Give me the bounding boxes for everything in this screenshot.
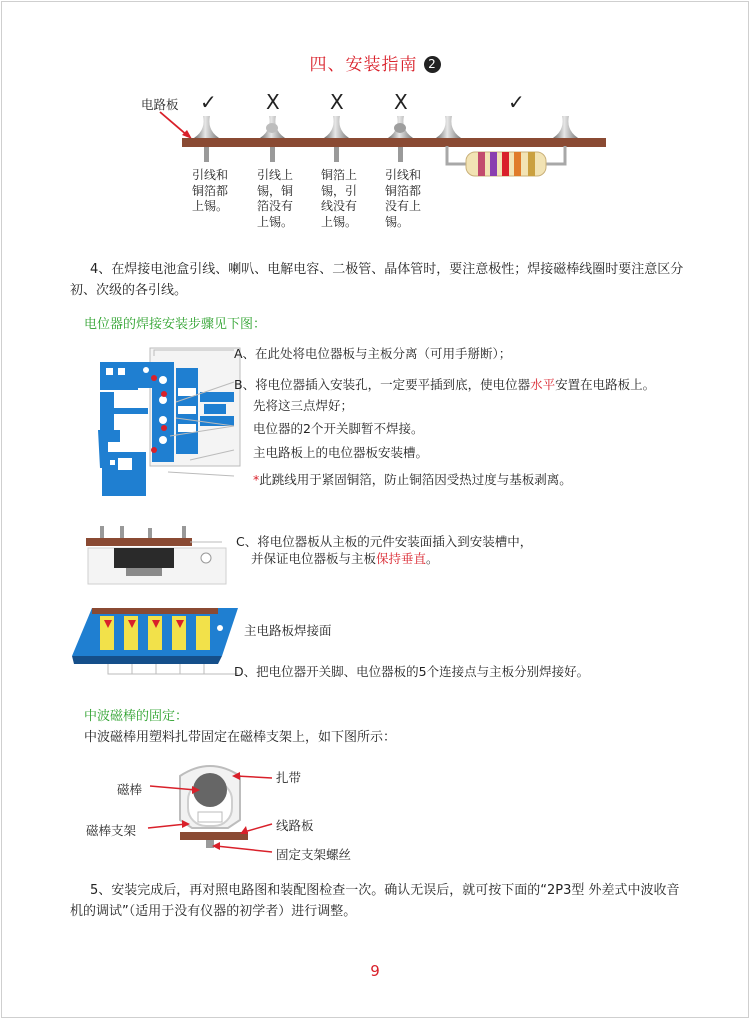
label-bracket: 磁棒支架 xyxy=(86,823,137,838)
note-a: A、在此处将电位器板与主板分离（可用手掰断）； xyxy=(234,346,512,361)
note-b2: 先将这三点焊好； xyxy=(253,398,354,413)
page-number: 9 xyxy=(370,962,380,980)
board-label: 电路板 xyxy=(141,97,179,112)
rod-text: 中波磁棒用塑料扎带固定在磁棒支架上，如下图所示： xyxy=(84,730,397,745)
caption-2: 引线上 锡，铜 箔没有 上锡。 xyxy=(257,168,294,229)
note-c2: 并保证电位器板与主板保持垂直。 xyxy=(251,551,439,566)
rod-heading: 中波磁棒的固定： xyxy=(84,709,189,724)
paragraph-4: 4、在焊接电池盒引线、喇叭、电解电容、二极管、晶体管时，要注意极性；焊接磁棒线圈时要注意区分 初、次级的各引线。 xyxy=(70,262,684,298)
pot-leader-lines xyxy=(140,340,240,490)
caption-1: 引线和 铜箔都 上锡。 xyxy=(192,168,229,213)
title-badge: 2 xyxy=(424,56,441,73)
mark-4: X xyxy=(394,90,408,114)
label-board: 线路板 xyxy=(276,818,314,833)
pot-side-view xyxy=(86,522,228,586)
mark-2: X xyxy=(266,90,280,114)
weld-face-label: 主电路板焊接面 xyxy=(244,623,332,638)
caption-3: 铜箔上 锡，引 线没有 上锡。 xyxy=(321,168,358,229)
label-screw: 固定支架螺丝 xyxy=(276,847,352,862)
note-b4: 主电路板上的电位器板安装槽。 xyxy=(253,445,429,460)
pot-heading: 电位器的焊接安装步骤见下图： xyxy=(84,317,267,332)
mark-1: ✓ xyxy=(200,90,217,114)
note-b: B、将电位器插入安装孔，一定要平插到底，使电位器水平安置在电路板上。 xyxy=(234,377,656,392)
label-rod: 磁棒 xyxy=(117,782,143,797)
mark-3: X xyxy=(330,90,344,114)
label-tie: 扎带 xyxy=(276,770,302,785)
note-c1: C、将电位器板从主板的元件安装面插入到安装槽中， xyxy=(236,534,533,549)
caption-4: 引线和 铜箔都 没有上 锡。 xyxy=(385,168,422,229)
note-b3: 电位器的2个开关脚暂不焊接。 xyxy=(253,421,424,436)
note-b5: *此跳线用于紧固铜箔，防止铜箔因受热过度与基板剥离。 xyxy=(253,472,572,487)
weld-face-diagram xyxy=(72,598,238,678)
note-d: D、把电位器开关脚、电位器板的5个连接点与主板分别焊接好。 xyxy=(234,664,590,679)
rod-diagram xyxy=(140,762,280,854)
mark-5: ✓ xyxy=(508,90,525,114)
page-title: 四、安装指南 2 xyxy=(0,50,750,75)
paragraph-5: 5、安装完成后，再对照电路图和装配图检查一次。确认无误后，就可按下面的“2P3型 外差式中波收音 机的调试”（适用于没有仪器的初学者）进行调整。 xyxy=(70,883,680,919)
